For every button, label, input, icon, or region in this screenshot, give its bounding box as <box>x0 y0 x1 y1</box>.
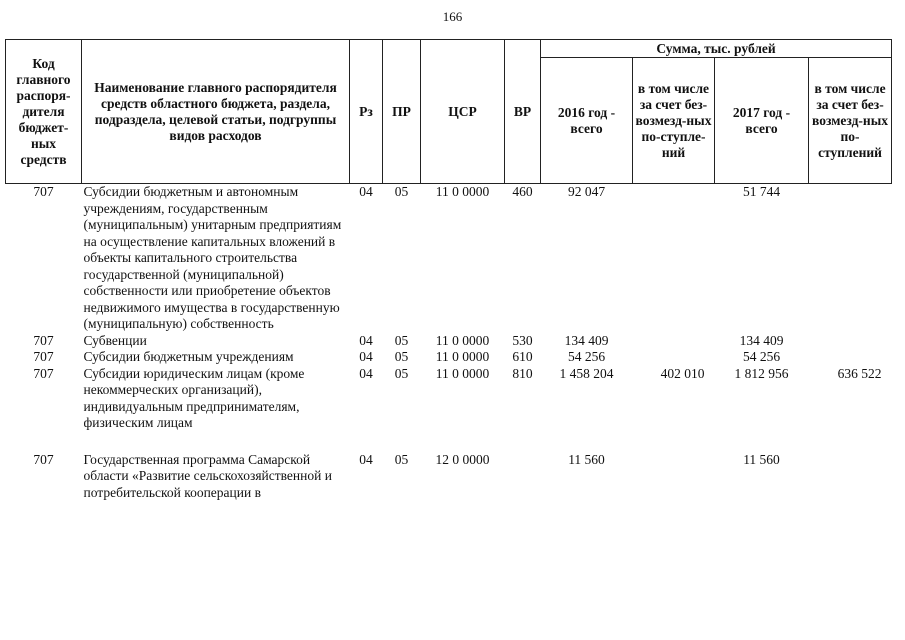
row-pr: 05 <box>394 365 409 381</box>
row-2017-free <box>809 452 892 502</box>
row-pr: 05 <box>394 451 409 467</box>
row-vr: 810 <box>512 365 533 381</box>
row-csr: 11 0 0000 <box>435 349 490 364</box>
row-2017-free <box>809 333 892 350</box>
row-vr <box>505 452 541 502</box>
header-2016-total: 2016 год - всего <box>541 58 633 184</box>
row-2016-total: 92 047 <box>567 184 606 199</box>
table-row <box>6 333 892 350</box>
row-pr: 05 <box>394 349 409 364</box>
row-2016-free <box>633 333 715 350</box>
row-pr: 05 <box>394 332 409 348</box>
table-body <box>6 184 892 502</box>
table-row <box>6 452 892 502</box>
header-2017-total: 2017 год - всего <box>715 58 809 184</box>
row-name: Субсидии бюджетным и автономным учреждениям, государственным (муниципальным) унитарным предприятиям на осуществление капитальных вложений в объекты капитального строительства государственной (муниципальной) собственности или приобретение объектов недвижимого имущества в государственную (муниципальную) собственность <box>83 184 342 331</box>
row-2017-free <box>809 184 892 333</box>
row-code: 707 <box>33 365 54 381</box>
header-rz: Рз <box>350 40 383 184</box>
row-name: Субсидии бюджетным учреждениям <box>83 349 294 364</box>
header-2017-free: в том числе за счет без-возмезд-ных по-ступлений <box>809 58 892 184</box>
row-code: 707 <box>33 451 54 467</box>
page-number: 166 <box>442 9 463 24</box>
row-2017-total: 134 409 <box>739 332 784 348</box>
header-pr: ПР <box>383 40 421 184</box>
row-2017-total: 1 812 956 <box>734 365 789 381</box>
table-row <box>6 349 892 366</box>
header-name: Наименование главного распорядителя средств областного бюджета, раздела, подраздела, целевой статьи, подгруппы видов расходов <box>82 40 350 184</box>
row-pr: 05 <box>394 184 409 199</box>
row-rz: 04 <box>359 365 373 381</box>
row-code: 707 <box>33 184 54 199</box>
row-code: 707 <box>33 349 54 364</box>
row-2017-free <box>809 349 892 366</box>
table-row <box>6 184 892 333</box>
row-csr: 11 0 0000 <box>435 184 490 199</box>
row-name: Государственная программа Самарской области «Развитие сельскохозяйственной и потребительской кооперации в <box>83 451 332 500</box>
row-vr: 530 <box>512 332 533 348</box>
row-2016-total: 1 458 204 <box>559 365 614 381</box>
header-sum-group: Сумма, тыс. рублей <box>541 40 892 58</box>
row-2016-total: 11 560 <box>568 451 605 467</box>
row-2016-total: 134 409 <box>564 332 609 348</box>
budget-table <box>5 39 892 501</box>
header-code: Код главного распоря-дителя бюджет-ных средств <box>6 40 82 184</box>
row-2017-free: 636 522 <box>837 365 882 381</box>
row-2016-free <box>633 349 715 366</box>
row-name: Субвенции <box>83 332 147 348</box>
row-csr: 11 0 0000 <box>435 332 490 348</box>
row-rz: 04 <box>359 349 373 364</box>
row-csr: 12 0 0000 <box>435 451 490 467</box>
table-header <box>6 40 892 184</box>
row-2016-free <box>633 452 715 502</box>
row-vr: 610 <box>512 349 533 364</box>
row-csr: 11 0 0000 <box>435 365 490 381</box>
row-rz: 04 <box>359 451 373 467</box>
row-code: 707 <box>33 332 54 348</box>
row-2017-total: 11 560 <box>743 451 780 467</box>
row-rz: 04 <box>359 184 373 199</box>
row-2017-total: 51 744 <box>742 184 781 199</box>
row-spacer <box>6 432 892 452</box>
row-2016-free: 402 010 <box>660 365 705 381</box>
row-2017-total: 54 256 <box>742 349 781 364</box>
header-vr: ВР <box>505 40 541 184</box>
row-2016-free <box>633 184 715 333</box>
header-csr: ЦСР <box>421 40 505 184</box>
row-vr: 460 <box>512 184 533 199</box>
header-2016-free: в том числе за счет без-возмезд-ных по-ступле-ний <box>633 58 715 184</box>
row-name: Субсидии юридическим лицам (кроме некоммерческих организаций), индивидуальным предпринимателям, физическим лицам <box>83 365 305 430</box>
row-rz: 04 <box>359 332 373 348</box>
row-2016-total: 54 256 <box>567 349 606 364</box>
table-row <box>6 366 892 432</box>
